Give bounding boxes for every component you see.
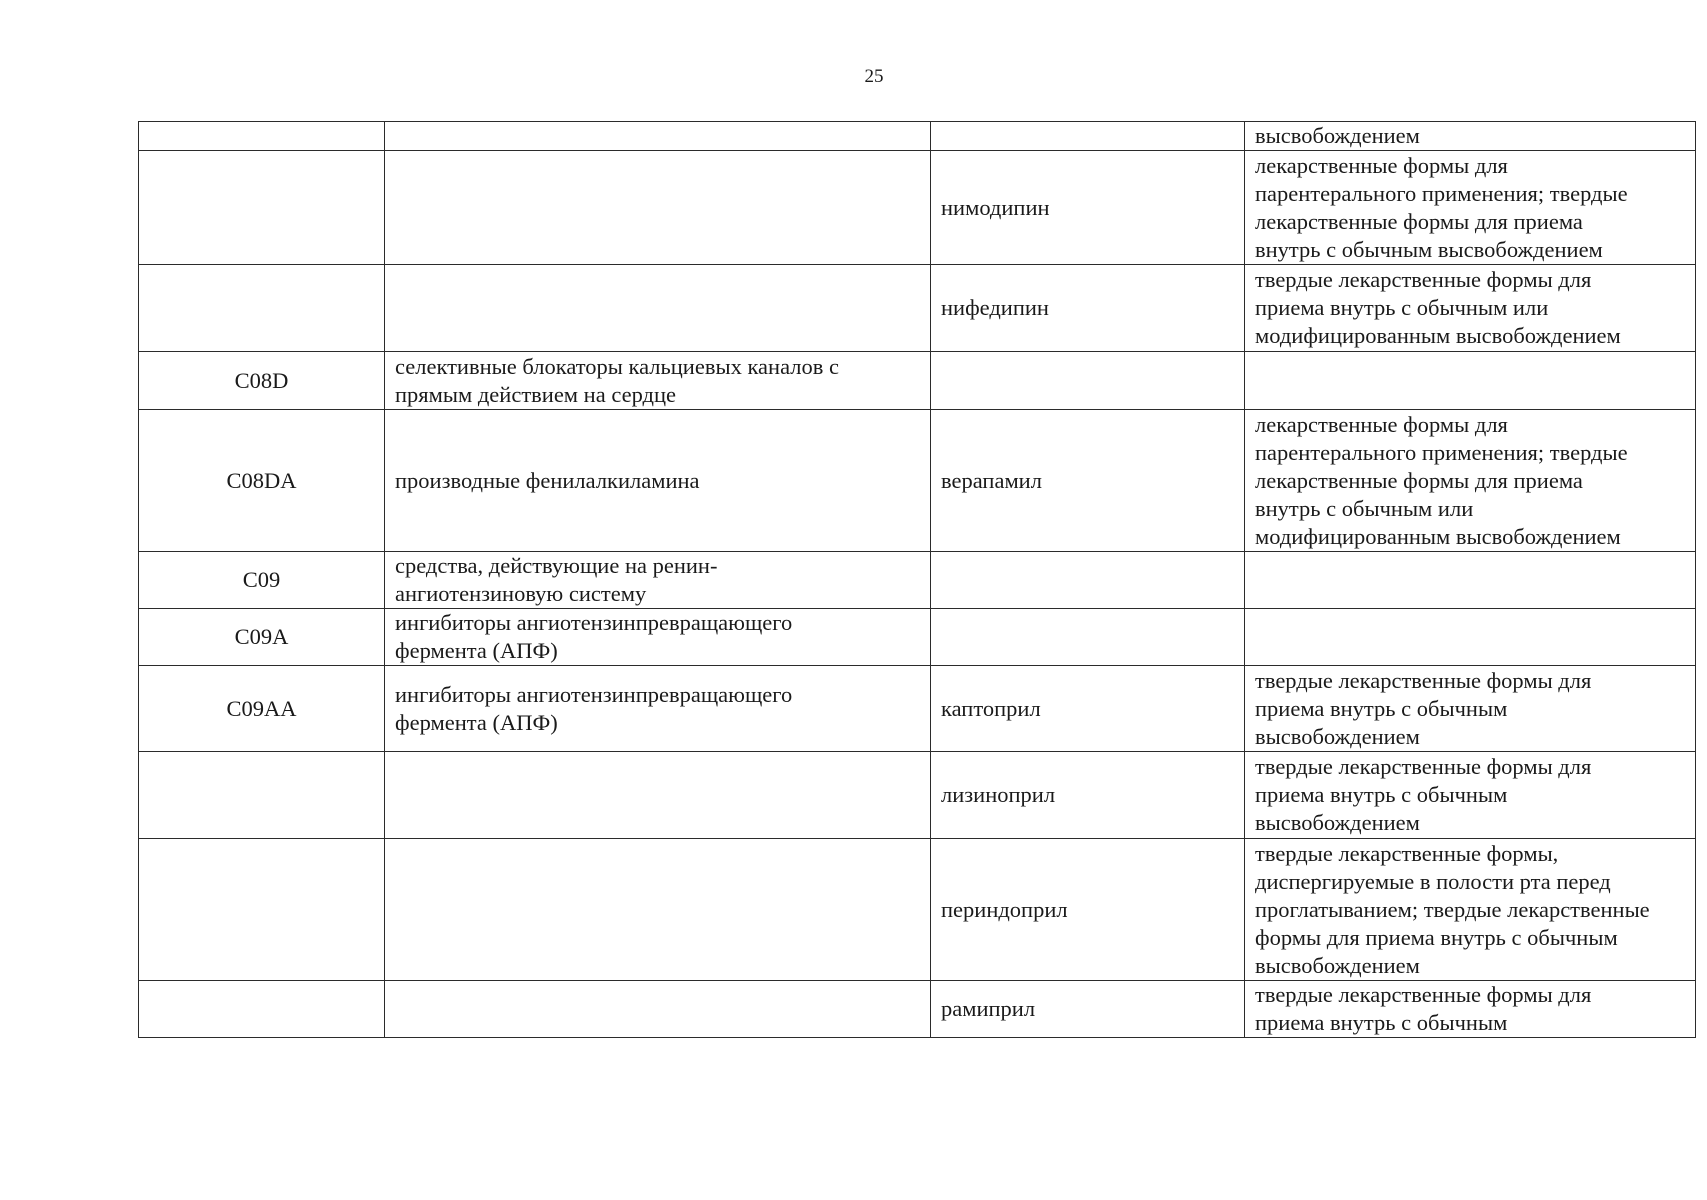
group-name-cell bbox=[385, 752, 931, 839]
drug-name-cell: нимодипин bbox=[931, 151, 1245, 265]
dosage-form-cell: твердые лекарственные формы, диспергируемые в полости рта перед проглатыванием; твердые лекарственные формы для приема внутрь с обычным высвобождением bbox=[1245, 839, 1696, 981]
atc-code-cell bbox=[139, 265, 385, 352]
group-name-cell bbox=[385, 981, 931, 1038]
table-row bbox=[139, 410, 1696, 552]
table-row bbox=[139, 666, 1696, 752]
atc-code-cell bbox=[139, 151, 385, 265]
table-row bbox=[139, 752, 1696, 839]
dosage-form-cell bbox=[1245, 609, 1696, 666]
table-row bbox=[139, 151, 1696, 265]
dosage-form-cell: лекарственные формы для парентерального применения; твердые лекарственные формы для приема внутрь с обычным или модифицированным высвобождением bbox=[1245, 410, 1696, 552]
dosage-form-cell bbox=[1245, 552, 1696, 609]
drug-table bbox=[138, 121, 1696, 1038]
group-name-cell bbox=[385, 839, 931, 981]
drug-name-cell: рамиприл bbox=[931, 981, 1245, 1038]
group-name-cell bbox=[385, 151, 931, 265]
dosage-form-cell bbox=[1245, 352, 1696, 410]
table-row bbox=[139, 122, 1696, 151]
atc-code-cell bbox=[139, 839, 385, 981]
page-number: 25 bbox=[864, 66, 884, 87]
drug-name-cell bbox=[931, 609, 1245, 666]
table-row bbox=[139, 352, 1696, 410]
drug-name-cell bbox=[931, 122, 1245, 151]
drug-name-cell: периндоприл bbox=[931, 839, 1245, 981]
dosage-form-cell: твердые лекарственные формы для приема внутрь с обычным высвобождением bbox=[1245, 752, 1696, 839]
group-name-cell: средства, действующие на ренин- ангиотензиновую систему bbox=[385, 552, 931, 609]
drug-name-cell: верапамил bbox=[931, 410, 1245, 552]
group-name-cell: производные фенилалкиламина bbox=[385, 410, 931, 552]
drug-name-cell bbox=[931, 352, 1245, 410]
atc-code-cell bbox=[139, 122, 385, 151]
group-name-cell bbox=[385, 122, 931, 151]
group-name-cell: ингибиторы ангиотензинпревращающего фермента (АПФ) bbox=[385, 609, 931, 666]
atc-code-cell: C09A bbox=[139, 609, 385, 666]
drug-name-cell: нифедипин bbox=[931, 265, 1245, 352]
table-row bbox=[139, 839, 1696, 981]
table-row bbox=[139, 552, 1696, 609]
table-row bbox=[139, 981, 1696, 1038]
dosage-form-cell: твердые лекарственные формы для приема внутрь с обычным bbox=[1245, 981, 1696, 1038]
table-row bbox=[139, 609, 1696, 666]
group-name-cell: ингибиторы ангиотензинпревращающего фермента (АПФ) bbox=[385, 666, 931, 752]
atc-code-cell: C08D bbox=[139, 352, 385, 410]
drug-name-cell: лизиноприл bbox=[931, 752, 1245, 839]
atc-code-cell: C09 bbox=[139, 552, 385, 609]
atc-code-cell bbox=[139, 752, 385, 839]
atc-code-cell bbox=[139, 981, 385, 1038]
group-name-cell bbox=[385, 265, 931, 352]
group-name-cell: селективные блокаторы кальциевых каналов с прямым действием на сердце bbox=[385, 352, 931, 410]
dosage-form-cell: высвобождением bbox=[1245, 122, 1696, 151]
dosage-form-cell: твердые лекарственные формы для приема внутрь с обычным или модифицированным высвобождением bbox=[1245, 265, 1696, 352]
drug-name-cell: каптоприл bbox=[931, 666, 1245, 752]
dosage-form-cell: лекарственные формы для парентерального применения; твердые лекарственные формы для приема внутрь с обычным высвобождением bbox=[1245, 151, 1696, 265]
drug-name-cell bbox=[931, 552, 1245, 609]
dosage-form-cell: твердые лекарственные формы для приема внутрь с обычным высвобождением bbox=[1245, 666, 1696, 752]
atc-code-cell: C08DA bbox=[139, 410, 385, 552]
atc-code-cell: C09AA bbox=[139, 666, 385, 752]
table-row bbox=[139, 265, 1696, 352]
